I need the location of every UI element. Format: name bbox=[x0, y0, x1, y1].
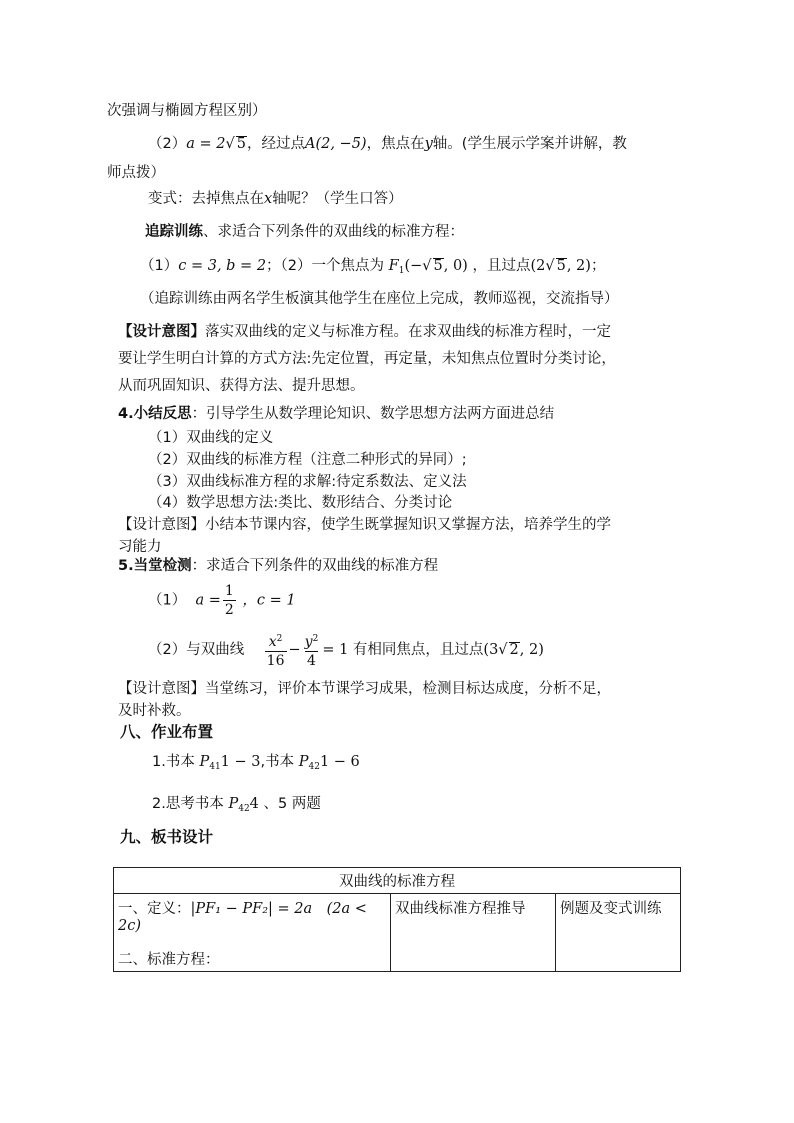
line-7: （追踪训练由两名学生板演其他学生在座位上完成，教师巡视，交流指导） bbox=[140, 291, 619, 307]
summary-item-1: （1）双曲线的定义 bbox=[148, 430, 274, 446]
fraction-x2-16: $\frac{x^2}{16}$ bbox=[266, 634, 285, 669]
line-22: 及时补救。 bbox=[118, 703, 191, 719]
board-standard-equation: 二、标准方程： bbox=[118, 952, 220, 968]
line-6: （1）c = 3, b = 2；（2）一个焦点为 $F_1(-√$ 5, 0) ，且过点(2√ 5, 2)； bbox=[140, 258, 606, 276]
line-9: 要让学生明白计算的方式方法:先定位置，再定量，未知焦点位置时分类讨论， bbox=[118, 351, 616, 367]
summary-item-4: （4）数学思想方法:类比、数形结合、分类讨论 bbox=[148, 495, 453, 511]
line-16: 【设计意图】小结本节课内容，使学生既掌握知识又掌握方法，培养学生的学 bbox=[118, 517, 611, 533]
line-18: 5.当堂检测：求适合下列条件的双曲线的标准方程 bbox=[118, 558, 439, 574]
line-4: 变式：去掉焦点在x轴呢？（学生口答） bbox=[148, 191, 403, 207]
homework-item-2: 2.思考书本 $P_{42}4$ 、5 两题 bbox=[152, 796, 321, 814]
line-10: 从而巩固知识、获得方法、提升思想。 bbox=[118, 378, 365, 394]
board-design-table bbox=[113, 867, 681, 972]
board-title: 双曲线的标准方程 bbox=[114, 868, 681, 894]
line-1: 次强调与椭圆方程区别） bbox=[107, 103, 267, 119]
fraction-one-half: $\frac{1}{2}$ bbox=[224, 583, 234, 618]
line-5: 追踪训练、求适合下列条件的双曲线的标准方程： bbox=[145, 224, 464, 240]
summary-item-3: （3）双曲线标准方程的求解:待定系数法、定义法 bbox=[148, 474, 467, 490]
check-2: （2）与双曲线 $\frac{x^2}{16}$ − $\frac{y^2}{4}$ = 1 有相同焦点，且过点(3√ 2, 2) bbox=[148, 630, 544, 670]
line-3: 师点拨） bbox=[107, 165, 165, 181]
board-derivation-cell: 双曲线标准方程推导 bbox=[391, 894, 556, 972]
board-definition-cell bbox=[114, 894, 391, 972]
line-11: 4.小结反思：引导学生从数学理论知识、数学思想方法两方面进总结 bbox=[118, 406, 555, 422]
board-examples-cell: 例题及变式训练 bbox=[556, 894, 681, 972]
line-21: 【设计意图】当堂练习，评价本节课学习成果，检测目标达成度，分析不足， bbox=[118, 681, 611, 697]
fraction-y2-4: $\frac{y^2}{4}$ bbox=[304, 634, 319, 669]
line-17: 习能力 bbox=[118, 539, 162, 555]
homework-item-1: 1.书本 $P_{41}1 - 3$,书本 $P_{42}1 - 6$ bbox=[152, 754, 360, 772]
section-board-heading: 九、板书设计 bbox=[120, 828, 214, 846]
board-definition: 一、定义：|PF₁ − PF₂| = 2a (2a < 2c) bbox=[118, 901, 367, 934]
check-1: （1） a = $\frac{1}{2}$ ，c = 1 bbox=[148, 583, 296, 618]
line-2: （2）a = 2√ 5，经过点A(2, −5)，焦点在y轴。(学生展示学案并讲解，教 bbox=[148, 136, 627, 152]
line-8: 【设计意图】落实双曲线的定义与标准方程。在求双曲线的标准方程时，一定 bbox=[118, 324, 611, 340]
summary-item-2: （2）双曲线的标准方程（注意二种形式的异同）; bbox=[148, 452, 467, 468]
section-homework-heading: 八、作业布置 bbox=[120, 723, 214, 741]
